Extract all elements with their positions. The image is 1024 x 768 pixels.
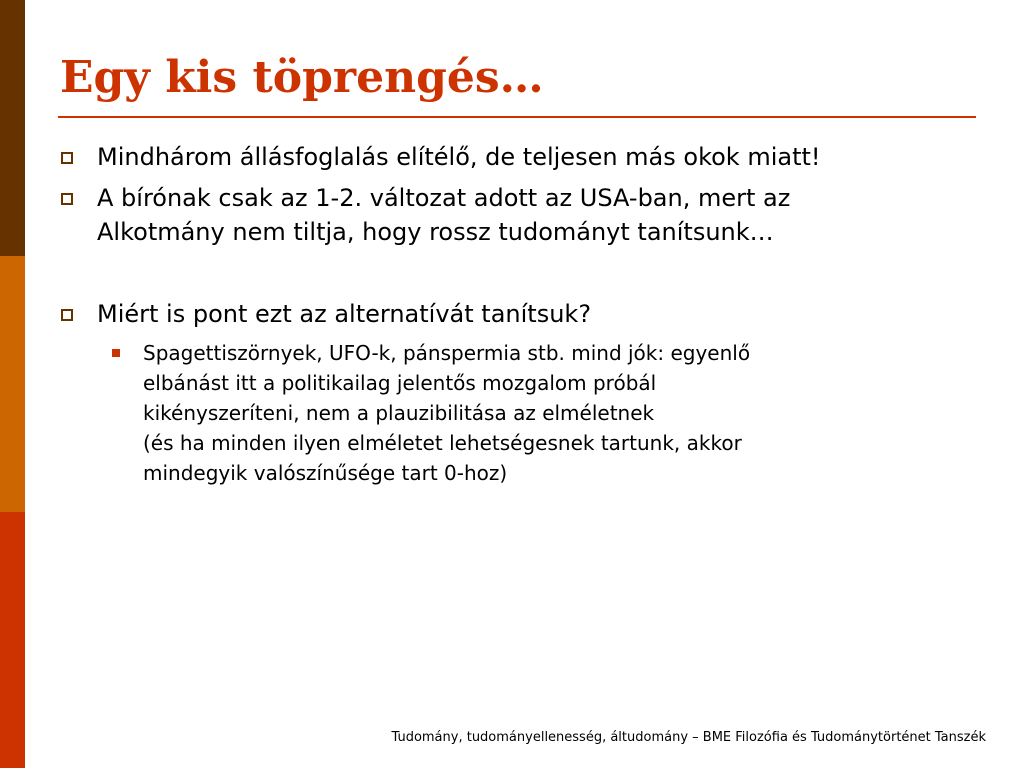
bullet-2-line-2: Alkotmány nem tiltja, hogy rossz tudományt tanítsunk… — [97, 218, 774, 246]
bullet-square-icon — [61, 152, 73, 164]
side-bar-orange — [0, 256, 25, 512]
slide-title: Egy kis töprengés… — [60, 52, 544, 103]
bullet-item-3 — [97, 297, 591, 331]
slide-footer: Tudomány, tudományellenesség, áltudomány – BME Filozófia és Tudománytörténet Tanszék — [391, 730, 986, 745]
sub-bullet-item — [143, 338, 750, 488]
side-bar-brown — [0, 0, 25, 256]
bullet-item-2 — [97, 181, 790, 249]
sub-bullet-square-icon — [112, 349, 120, 357]
bullet-2-line-1: A bírónak csak az 1-2. változat adott az USA-ban, mert az — [97, 184, 791, 212]
sub-bullet-line-4: (és ha minden ilyen elméletet lehetségesnek tartunk, akkor — [143, 431, 742, 455]
sub-bullet-line-5: mindegyik valószínűsége tart 0-hoz) — [143, 461, 508, 485]
bullet-item-1 — [97, 140, 821, 174]
bullet-square-icon — [61, 193, 73, 205]
sub-bullet-line-3: kikényszeríteni, nem a plauzibilitása az elméletnek — [143, 401, 655, 425]
side-bar-red — [0, 512, 25, 768]
sub-bullet-line-2: elbánást itt a politikailag jelentős mozgalom próbál — [143, 371, 657, 395]
title-divider — [58, 116, 976, 118]
bullet-1-line-1: Mindhárom állásfoglalás elítélő, de teljesen más okok miatt! — [97, 143, 821, 171]
sub-bullet-line-1: Spagettiszörnyek, UFO-k, pánspermia stb. mind jók: egyenlő — [143, 341, 751, 365]
bullet-square-icon — [61, 309, 73, 321]
bullet-3-line-1: Miért is pont ezt az alternatívát tanítsuk? — [97, 300, 592, 328]
